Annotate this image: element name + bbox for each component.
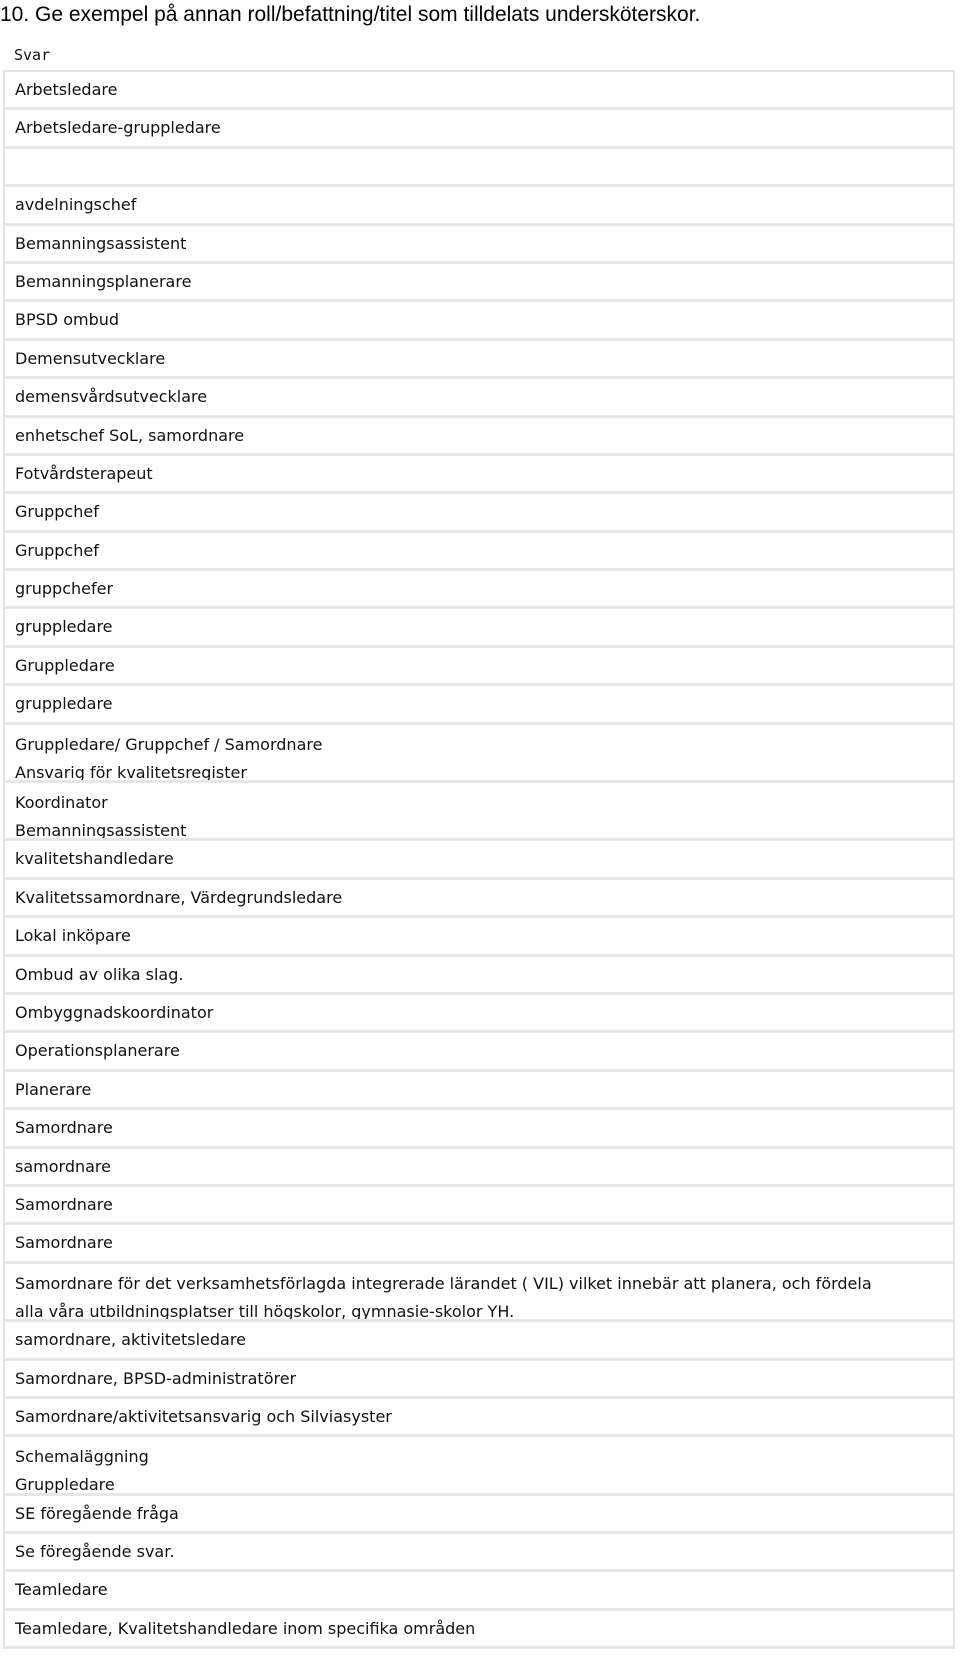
answer-row	[5, 783, 953, 841]
answer-row	[5, 149, 953, 187]
answer-text: Operationsplanerare	[15, 1041, 180, 1061]
answer-row	[5, 1399, 953, 1437]
answer-row	[5, 725, 953, 783]
answer-row	[5, 1187, 953, 1225]
answer-text: Se föregående svar.	[15, 1542, 175, 1562]
answer-text: enhetschef SoL, samordnare	[15, 425, 245, 445]
answer-row	[5, 1149, 953, 1187]
answer-row	[5, 957, 953, 995]
answer-row	[5, 1437, 953, 1495]
answer-text: Lokal inköpare	[15, 926, 131, 946]
answer-row	[5, 1361, 953, 1399]
answer-row	[5, 418, 953, 456]
answer-row	[5, 341, 953, 379]
answer-text: gruppledare	[15, 617, 113, 637]
answer-text: Ombyggnadskoordinator	[15, 1002, 214, 1022]
answer-text: Gruppchef	[15, 502, 99, 522]
answer-text: Samordnare	[15, 1233, 113, 1253]
answer-table	[3, 70, 955, 1649]
answer-row	[5, 880, 953, 918]
answer-text: Gruppledare	[15, 1475, 115, 1495]
answer-row	[5, 110, 953, 148]
answer-text: Gruppledare	[15, 655, 115, 675]
answer-text: BPSD ombud	[15, 310, 120, 330]
answer-text: Kvalitetssamordnare, Värdegrundsledare	[15, 887, 343, 907]
answer-row	[5, 609, 953, 647]
answer-row	[5, 1611, 953, 1649]
answer-row	[5, 533, 953, 571]
answer-text: Teamledare	[15, 1580, 108, 1600]
answer-text: samordnare	[15, 1156, 111, 1176]
answer-row	[5, 686, 953, 724]
answer-text: samordnare, aktivitetsledare	[15, 1330, 246, 1350]
answer-row	[5, 1264, 953, 1322]
answer-text: Koordinator	[15, 793, 108, 813]
answer-text: Samordnare	[15, 1118, 113, 1138]
answer-row	[5, 1072, 953, 1110]
answer-text: Schemaläggning	[15, 1447, 149, 1467]
answer-row	[5, 187, 953, 225]
answer-text: Fotvårdsterapeut	[15, 463, 153, 483]
answer-text: demensvårdsutvecklare	[15, 387, 208, 407]
answer-text: Samordnare för det verksamhetsförlagda integrerade lärandet ( VIL) vilket innebär att planera, och fördela	[15, 1273, 872, 1293]
question-title: 10. Ge exempel på annan roll/befattning/titel som tilldelats undersköterskor.	[0, 3, 701, 26]
answer-row	[5, 841, 953, 879]
answer-text: Ansvarig för kvalitetsregister	[15, 762, 247, 782]
answer-text: gruppledare	[15, 694, 113, 714]
answer-row	[5, 494, 953, 532]
answer-text: SE föregående fråga	[15, 1503, 179, 1523]
answer-text: Bemanningsassistent	[15, 233, 187, 253]
answer-text: Arbetsledare	[15, 80, 118, 99]
answer-text: avdelningschef	[15, 195, 137, 215]
answer-row	[5, 226, 953, 264]
answer-text: Arbetsledare-gruppledare	[15, 118, 221, 138]
answer-row	[5, 456, 953, 494]
answer-row	[5, 571, 953, 609]
answer-text: Samordnare, BPSD-administratörer	[15, 1368, 297, 1388]
answer-text: Planerare	[15, 1079, 92, 1099]
answer-text: Gruppchef	[15, 540, 99, 560]
answer-text: Gruppledare/ Gruppchef / Samordnare	[15, 734, 323, 754]
answer-row	[5, 1496, 953, 1534]
answer-text: Demensutvecklare	[15, 348, 166, 368]
answer-column-header: Svar	[14, 46, 51, 64]
answer-row	[5, 918, 953, 956]
answer-row	[5, 1322, 953, 1360]
answer-text: gruppchefer	[15, 579, 114, 599]
answer-text: kvalitetshandledare	[15, 849, 174, 869]
answer-text: Ombud av olika slag.	[15, 964, 184, 984]
answer-text: Bemanningsassistent	[15, 821, 187, 841]
answer-row	[5, 302, 953, 340]
answer-row	[5, 264, 953, 302]
answer-text: Teamledare, Kvalitetshandledare inom specifika områden	[15, 1618, 476, 1638]
answer-text: Bemanningsplanerare	[15, 271, 192, 291]
answer-row	[5, 1534, 953, 1572]
answer-row	[5, 995, 953, 1033]
answer-row	[5, 648, 953, 686]
answer-row	[5, 1033, 953, 1071]
answer-text: alla våra utbildningsplatser till högskolor, gymnasie-skolor YH.	[15, 1301, 515, 1321]
answer-row	[5, 1225, 953, 1263]
answer-row	[5, 1572, 953, 1610]
answer-row	[5, 1110, 953, 1148]
answer-text: Samordnare/aktivitetsansvarig och Silviasyster	[15, 1406, 392, 1426]
answer-row	[5, 379, 953, 417]
answer-text: Samordnare	[15, 1194, 113, 1214]
answer-row	[5, 72, 953, 110]
